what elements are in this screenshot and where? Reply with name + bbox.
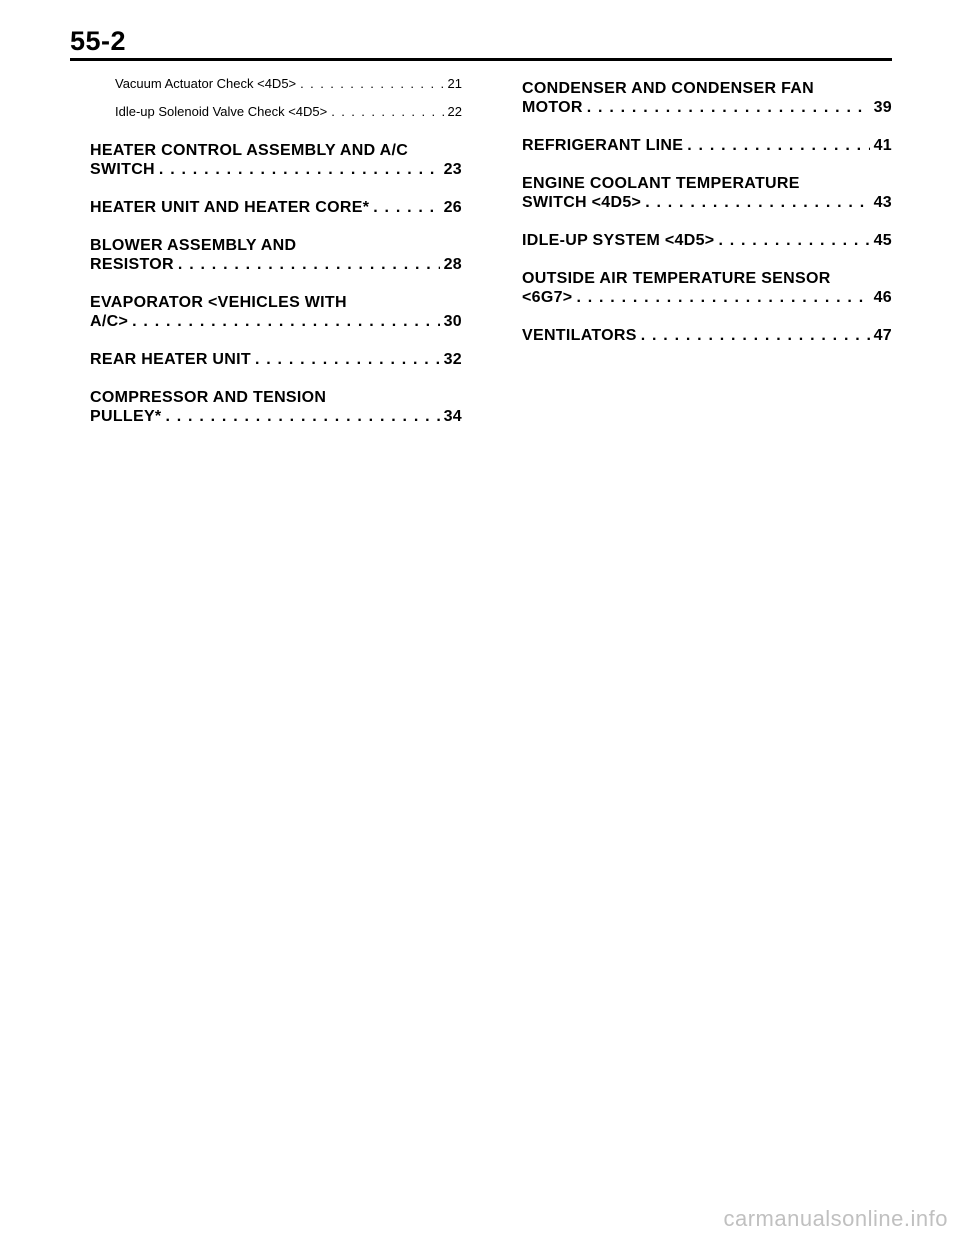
toc-entry-page: 28: [443, 256, 462, 273]
toc-entry[interactable]: [90, 141, 462, 179]
toc-entry-title: <6G7>: [522, 289, 573, 306]
toc-entry-title: MOTOR: [522, 99, 583, 116]
toc-entry-page: 23: [443, 161, 462, 178]
toc-entry-page: 45: [873, 232, 892, 249]
toc-entry[interactable]: [522, 174, 892, 212]
dot-leader: [718, 231, 869, 250]
toc-entry-title: PULLEY*: [90, 408, 162, 425]
dot-leader: [576, 288, 869, 307]
dot-leader: [687, 136, 869, 155]
toc-entry-title-line1: COMPRESSOR AND TENSION: [90, 389, 327, 406]
dot-leader: [300, 76, 443, 92]
toc-entry-page: 43: [873, 194, 892, 211]
toc-entry[interactable]: [522, 269, 892, 307]
toc-entry-title: REAR HEATER UNIT: [90, 351, 251, 368]
toc-entry[interactable]: [90, 388, 462, 426]
toc-entry-page: 22: [447, 104, 462, 119]
toc-entry-page: 30: [443, 313, 462, 330]
toc-entry-page: 34: [443, 408, 462, 425]
toc-entry[interactable]: [522, 326, 892, 345]
toc-entry-page: 47: [873, 327, 892, 344]
toc-entry-title-line1: EVAPORATOR <VEHICLES WITH: [90, 294, 347, 311]
toc-entry-page: 32: [443, 351, 462, 368]
toc-entry-page: 46: [873, 289, 892, 306]
dot-leader: [165, 407, 439, 426]
toc-entry-title: VENTILATORS: [522, 327, 637, 344]
toc-entry-title-line1: HEATER CONTROL ASSEMBLY AND A/C: [90, 142, 409, 159]
toc-entry[interactable]: [90, 198, 462, 217]
dot-leader: [587, 98, 870, 117]
dot-leader: [132, 312, 439, 331]
toc-entry-title: HEATER UNIT AND HEATER CORE*: [90, 199, 370, 216]
dot-leader: [159, 160, 440, 179]
toc-entry[interactable]: [522, 231, 892, 250]
toc-entry-title-line1: CONDENSER AND CONDENSER FAN: [522, 80, 814, 97]
toc-entry[interactable]: [90, 236, 462, 274]
toc-entry[interactable]: [90, 350, 462, 369]
dot-leader: [331, 104, 443, 120]
toc-entry[interactable]: [115, 76, 462, 92]
toc-entry-title-line1: BLOWER ASSEMBLY AND: [90, 237, 297, 254]
toc-entry-title-line1: ENGINE COOLANT TEMPERATURE: [522, 175, 800, 192]
toc-entry-title: Vacuum Actuator Check <4D5>: [115, 76, 297, 91]
toc-entry-page: 41: [873, 137, 892, 154]
toc-entry-title: Idle-up Solenoid Valve Check <4D5>: [115, 104, 328, 119]
toc-entry-title: SWITCH: [90, 161, 155, 178]
toc-entry[interactable]: [522, 136, 892, 155]
toc-entry-page: 39: [873, 99, 892, 116]
toc-entry-title-line1: OUTSIDE AIR TEMPERATURE SENSOR: [522, 270, 831, 287]
toc-entry-title: REFRIGERANT LINE: [522, 137, 684, 154]
toc-entry[interactable]: [522, 79, 892, 117]
page-number: 55-2: [70, 26, 127, 56]
dot-leader: [255, 350, 440, 369]
toc-entry-title: A/C>: [90, 313, 129, 330]
toc-entry-title: RESISTOR: [90, 256, 174, 273]
toc-entry-title: SWITCH <4D5>: [522, 194, 642, 211]
toc-entry[interactable]: [115, 104, 462, 120]
header-rule: [70, 58, 892, 61]
dot-leader: [641, 326, 870, 345]
toc-entry-title: IDLE-UP SYSTEM <4D5>: [522, 232, 715, 249]
dot-leader: [645, 193, 869, 212]
dot-leader: [178, 255, 440, 274]
site-watermark: carmanualsonline.info: [723, 1206, 948, 1231]
toc-entry-page: 26: [443, 199, 462, 216]
toc-entry-page: 21: [447, 76, 462, 91]
toc-entry[interactable]: [90, 293, 462, 331]
dot-leader: [373, 198, 439, 217]
